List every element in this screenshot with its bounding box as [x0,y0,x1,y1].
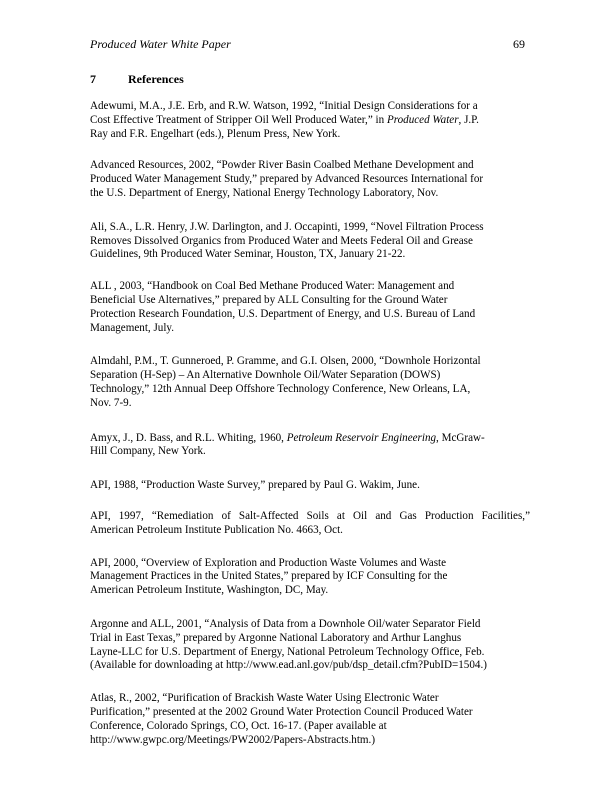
running-header-title: Produced Water White Paper [90,37,231,51]
reference-line: ALL , 2003, “Handbook on Coal Bed Methane Produced Water: Management and [90,280,455,293]
section-number: 7 [90,72,96,86]
section-heading [90,72,184,86]
reference-entry [90,159,530,200]
reference-line: http://www.gwpc.org/Meetings/PW2002/Papers-Abstracts.htm.) [90,733,376,746]
reference-line: Layne-LLC for U.S. Department of Energy, National Petroleum Technology Office, Feb. [90,645,485,658]
section-title: References [128,72,184,86]
reference-entry [90,280,530,335]
references-list [90,100,530,767]
reference-line: American Petroleum Institute, Washington, DC, May. [90,584,329,597]
reference-line: Ray and F.R. Engelhart (eds.), Plenum Press, New York. [90,127,341,140]
reference-entry [90,557,530,598]
reference-entry [90,355,530,410]
reference-text: , McGraw- [436,431,485,444]
reference-line: API, 2000, “Overview of Exploration and Production Waste Volumes and Waste [90,556,447,569]
reference-line: the U.S. Department of Energy, National Energy Technology Laboratory, Nov. [90,186,439,199]
reference-text: Amyx, J., D. Bass, and R.L. Whiting, 1960, [90,431,287,444]
reference-line [90,432,530,446]
reference-line: Nov. 7-9. [90,396,132,409]
reference-entry [90,692,530,747]
reference-entry [90,100,530,141]
reference-line: Technology,” 12th Annual Deep Offshore Technology Conference, New Orleans, LA, [90,382,471,395]
page-number: 69 [513,37,525,51]
reference-line: Ali, S.A., L.R. Henry, J.W. Darlington, and J. Occapinti, 1999, “Novel Filtration Process [90,220,484,233]
reference-line: Purification,” presented at the 2002 Ground Water Protection Council Produced Water [90,705,473,718]
reference-line: Management Practices in the United States,” prepared by ICF Consulting for the [90,570,448,583]
reference-text: Cost Effective Treatment of Stripper Oil Well Produced Water,” in [90,113,387,126]
reference-line: Removes Dissolved Organics from Produced Water and Meets Federal Oil and Grease [90,234,473,247]
reference-entry [90,618,530,673]
reference-line: Guidelines, 9th Produced Water Seminar, Houston, TX, January 21-22. [90,248,406,261]
reference-line: Protection Research Foundation, U.S. Department of Energy, and U.S. Bureau of Land [90,307,476,320]
reference-line: (Available for downloading at http://www.ead.anl.gov/pub/dsp_detail.cfm?PubID=1504.) [90,659,487,672]
reference-line: Advanced Resources, 2002, “Powder River Basin Coalbed Methane Development and [90,159,474,172]
reference-line: Produced Water Management Study,” prepared by Advanced Resources International for [90,173,484,186]
reference-line: Beneficial Use Alternatives,” prepared by ALL Consulting for the Ground Water [90,293,448,306]
reference-entry [90,432,530,460]
reference-line: Hill Company, New York. [90,445,206,458]
reference-line: Atlas, R., 2002, “Purification of Brackish Waste Water Using Electronic Water [90,692,439,705]
reference-line: API, 1988, “Production Waste Survey,” prepared by Paul G. Wakim, June. [90,479,420,492]
reference-entry [90,510,530,538]
reference-line: Conference, Colorado Springs, CO, Oct. 16-17. (Paper available at [90,719,387,732]
reference-italic-title: Produced Water [386,113,459,126]
reference-entry [90,479,530,493]
reference-italic-title: Petroleum Reservoir Engineering [286,431,437,444]
reference-line: API, 1997, “Remediation of Salt-Affected Soils at Oil and Gas Production Facilities,” [90,509,530,522]
reference-entry [90,221,530,262]
reference-text: , J.P. [458,113,479,126]
reference-line: Adewumi, M.A., J.E. Erb, and R.W. Watson, 1992, “Initial Design Considerations for a [90,100,478,112]
reference-line: Trial in East Texas,” prepared by Argonne National Laboratory and Arthur Langhus [90,631,462,644]
reference-line: Separation (H-Sep) – An Alternative Downhole Oil/Water Separation (DOWS) [90,369,441,382]
reference-line: Almdahl, P.M., T. Gunneroed, P. Gramme, and G.I. Olsen, 2000, “Downhole Horizontal [90,355,481,368]
reference-line [90,114,530,128]
reference-line: Argonne and ALL, 2001, “Analysis of Data from a Downhole Oil/water Separator Field [90,617,481,630]
reference-line: American Petroleum Institute Publication No. 4663, Oct. [90,523,343,536]
reference-line: Management, July. [90,321,175,334]
